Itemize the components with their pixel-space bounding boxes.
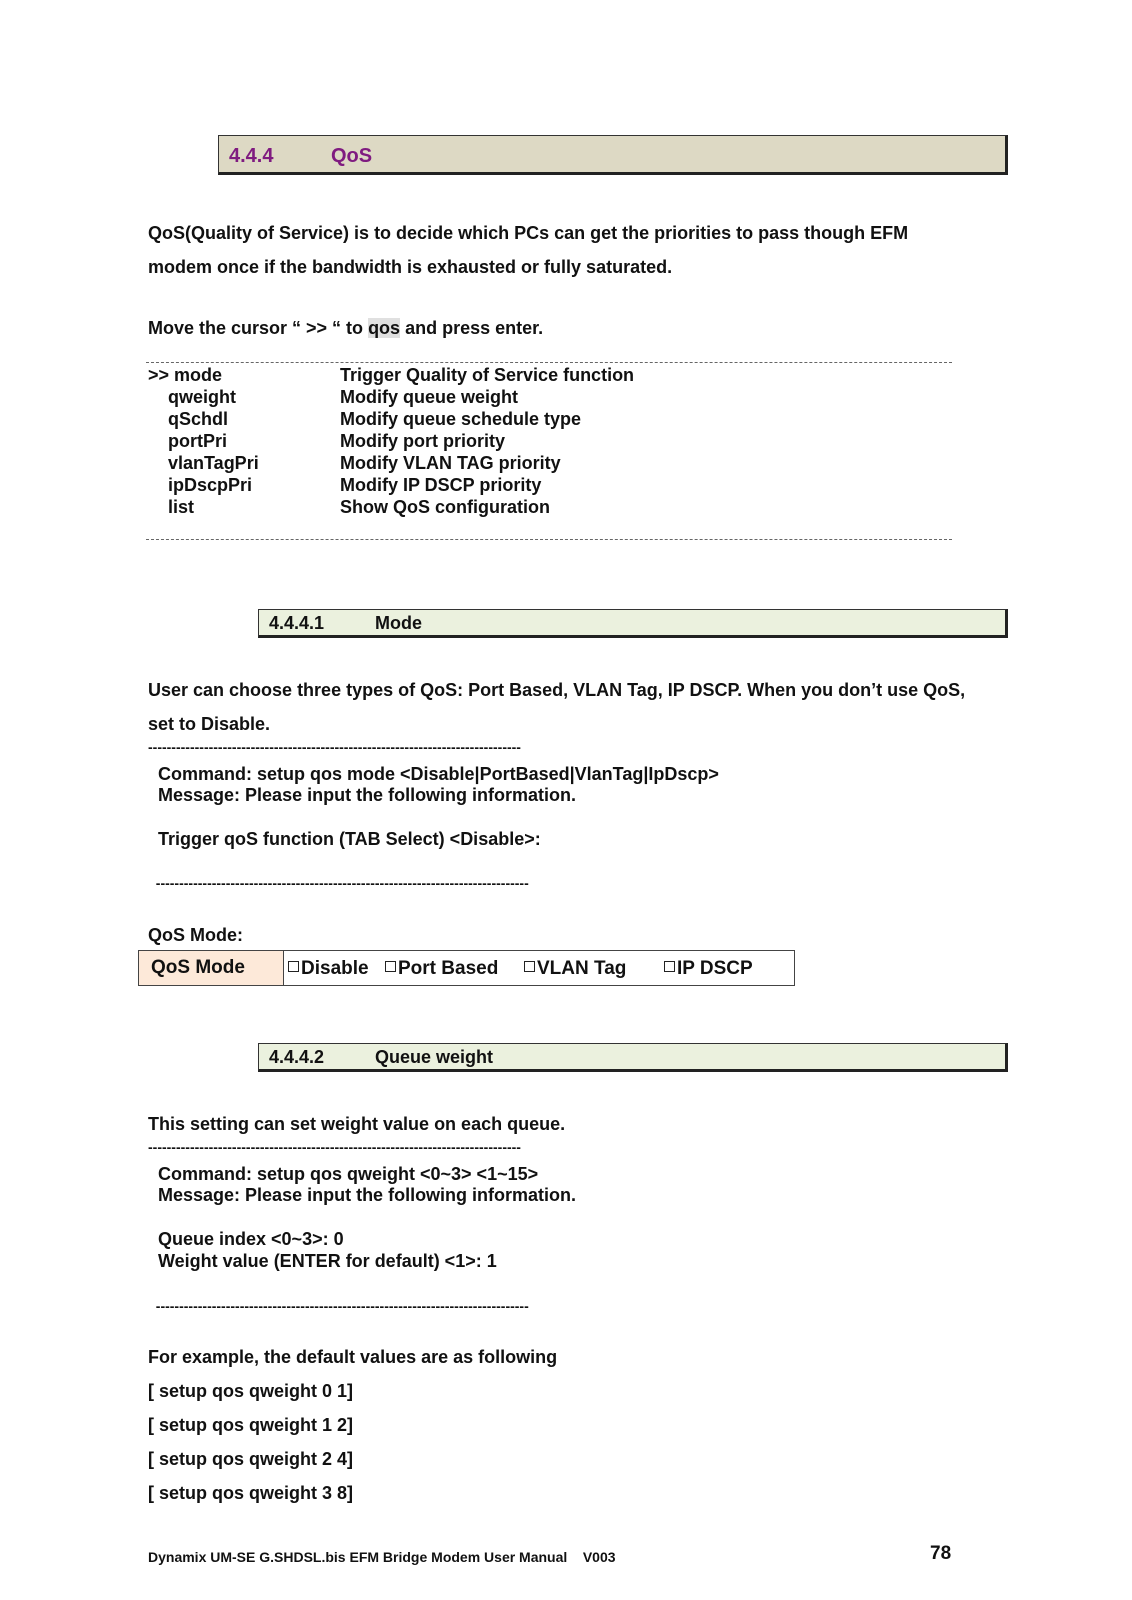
checkbox-icon xyxy=(288,961,299,972)
menu-command: >> mode xyxy=(148,365,223,385)
menu-bottom-divider xyxy=(146,539,952,540)
menu-description: Modify queue weight xyxy=(340,387,518,407)
menu-description: Show QoS configuration xyxy=(340,497,550,517)
menu-top-divider xyxy=(146,362,952,363)
example-line: [ setup qos qweight 2 4] xyxy=(148,1449,354,1469)
example-line: [ setup qos qweight 0 1] xyxy=(148,1381,354,1401)
qweight-prompt-2: Weight value (ENTER for default) <1>: 1 xyxy=(148,1251,497,1271)
menu-description: Modify queue schedule type xyxy=(340,409,582,429)
qos-mode-table xyxy=(138,950,795,986)
qos-menu xyxy=(148,364,634,518)
menu-command: qSchdl xyxy=(148,409,229,429)
menu-description: Modify IP DSCP priority xyxy=(340,475,542,495)
mode-table-caption: QoS Mode: xyxy=(148,925,243,945)
checkbox-icon xyxy=(524,961,535,972)
option-label: Port Based xyxy=(398,958,499,979)
mode-cli-top-dashes: -------------------------------------------------------------------------------- xyxy=(148,741,521,753)
checkbox-icon xyxy=(385,961,396,972)
subsection-title: Mode xyxy=(375,613,422,633)
intro-line-2: modem once if the bandwidth is exhausted or fully saturated. xyxy=(148,257,673,277)
option-label: IP DSCP xyxy=(677,958,753,979)
menu-description: Trigger Quality of Service function xyxy=(340,365,635,385)
mode-command: Command: setup qos mode <Disable|PortBased|VlanTag|IpDscp> xyxy=(148,764,719,784)
mode-message: Message: Please input the following information. xyxy=(148,785,577,805)
intro-line-1: QoS(Quality of Service) is to decide which PCs can get the priorities to pass though EFM xyxy=(148,223,909,243)
example-intro: For example, the default values are as following xyxy=(148,1347,558,1367)
subsection-number: 4.4.4.2 xyxy=(269,1047,325,1067)
mode-desc-1: User can choose three types of QoS: Port Based, VLAN Tag, IP DSCP. When you don’t use QoS, xyxy=(148,680,966,700)
menu-row[interactable] xyxy=(148,408,634,430)
instruction-prefix: Move the cursor “ >> “ to xyxy=(148,318,369,338)
section-header xyxy=(218,135,1008,175)
instruction-target: qos xyxy=(368,318,401,338)
menu-description: Modify port priority xyxy=(340,431,505,451)
qos-mode-options xyxy=(284,951,794,985)
option-vlan-tag[interactable] xyxy=(524,951,626,987)
menu-command: qweight xyxy=(148,387,236,407)
option-disable[interactable] xyxy=(288,951,369,987)
menu-command: portPri xyxy=(148,431,228,451)
menu-description: Modify VLAN TAG priority xyxy=(340,453,561,473)
example-line: [ setup qos qweight 1 2] xyxy=(148,1415,354,1435)
checkbox-icon xyxy=(664,961,675,972)
section-title: QoS xyxy=(331,145,373,167)
menu-command: ipDscpPri xyxy=(148,475,253,495)
qweight-command: Command: setup qos qweight <0~3> <1~15> xyxy=(148,1164,539,1184)
option-port-based[interactable] xyxy=(385,951,498,987)
option-label: Disable xyxy=(301,958,369,979)
qweight-prompt-1: Queue index <0~3>: 0 xyxy=(148,1229,344,1249)
qweight-cli-top-dashes: -------------------------------------------------------------------------------- xyxy=(148,1141,521,1153)
option-label: VLAN Tag xyxy=(537,958,627,979)
qweight-desc: This setting can set weight value on each queue. xyxy=(148,1114,566,1134)
subsection-header-queue-weight xyxy=(258,1043,1008,1072)
option-ip-dscp[interactable] xyxy=(664,951,753,987)
menu-command: vlanTagPri xyxy=(148,453,259,473)
mode-prompt: Trigger qoS function (TAB Select) <Disable>: xyxy=(148,829,541,849)
qweight-cli-bottom-dashes: -------------------------------------------------------------------------------- xyxy=(148,1300,529,1312)
mode-desc-2: set to Disable. xyxy=(148,714,271,734)
subsection-header-mode xyxy=(258,609,1008,638)
menu-row[interactable] xyxy=(148,474,634,496)
menu-row[interactable] xyxy=(148,496,634,518)
menu-row[interactable] xyxy=(148,386,634,408)
menu-row[interactable] xyxy=(148,452,634,474)
menu-command: list xyxy=(148,497,195,517)
page-number: 78 xyxy=(930,1543,952,1564)
example-line: [ setup qos qweight 3 8] xyxy=(148,1483,354,1503)
cursor-instruction xyxy=(148,311,543,345)
section-number: 4.4.4 xyxy=(229,145,274,167)
menu-row[interactable] xyxy=(148,364,634,386)
subsection-title: Queue weight xyxy=(375,1047,494,1067)
qweight-message: Message: Please input the following information. xyxy=(148,1185,577,1205)
instruction-suffix: and press enter. xyxy=(400,318,544,338)
footer-text: Dynamix UM-SE G.SHDSL.bis EFM Bridge Modem User Manual V003 xyxy=(148,1549,616,1565)
qos-mode-label: QoS Mode xyxy=(139,951,284,985)
subsection-number: 4.4.4.1 xyxy=(269,613,325,633)
menu-row[interactable] xyxy=(148,430,634,452)
mode-cli-bottom-dashes: -------------------------------------------------------------------------------- xyxy=(148,877,529,889)
